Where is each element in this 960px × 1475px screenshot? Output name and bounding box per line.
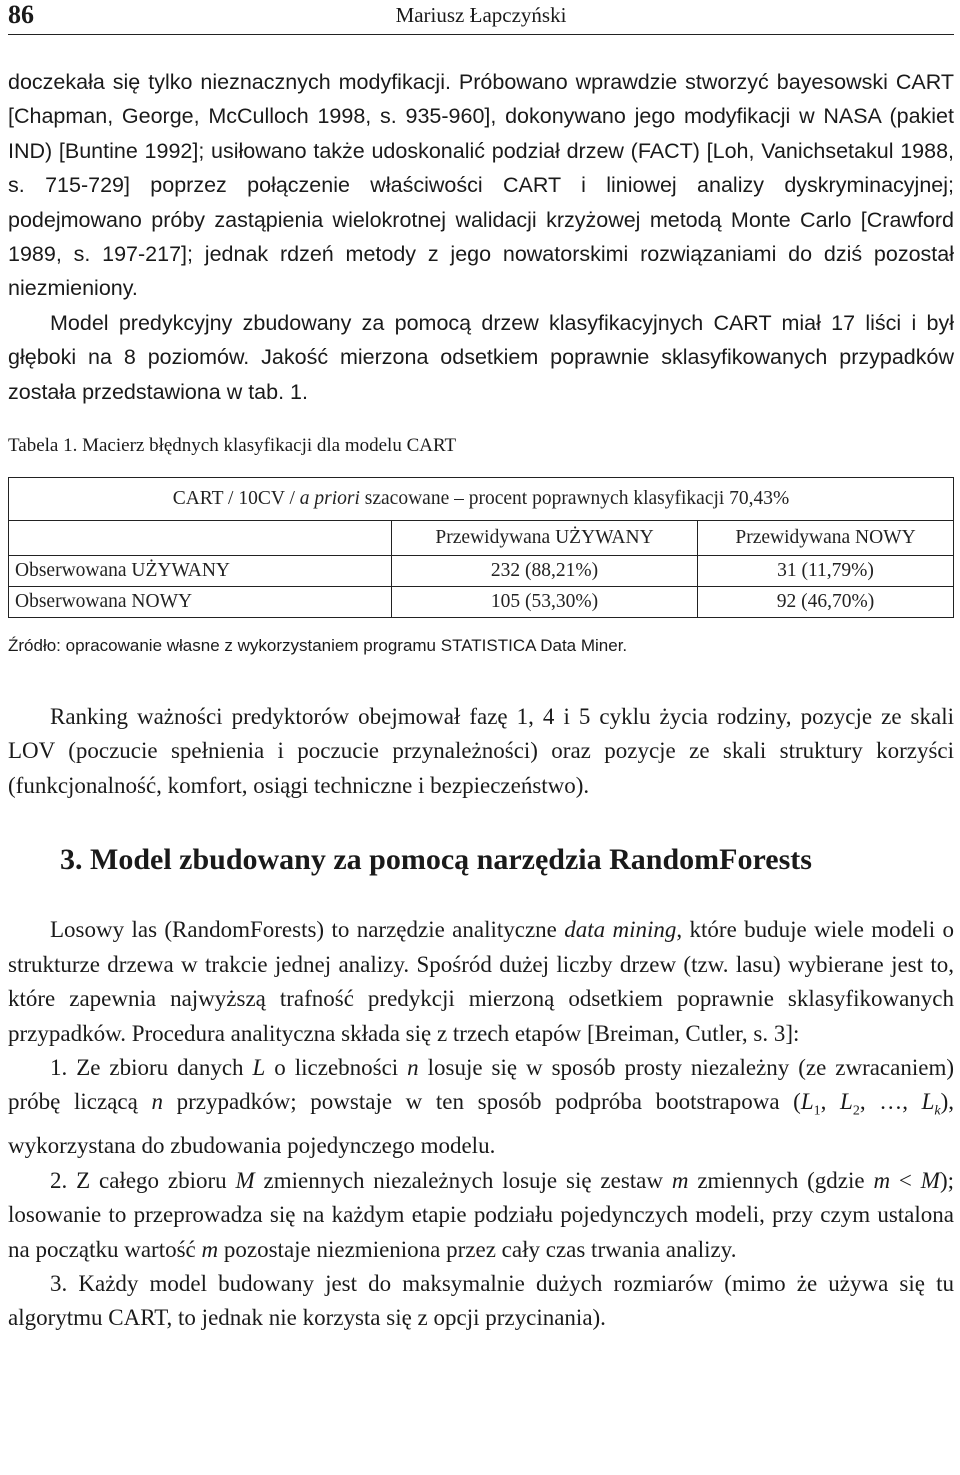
running-head-author: Mariusz Łapczyński — [395, 3, 567, 27]
column-header-new: Przewidywana NOWY — [698, 521, 954, 556]
list-item-step-2: 2. Z całego zbioru M zmiennych niezależnych losuje się zestaw m zmiennych (gdzie m < M); losowanie to przeprowadza się na każdym etapie podziału pojedynczych modeli, przy czym ustalona na początku wartość m pozostaje niezmieniona przez cały czas trwania analizy. — [8, 1167, 954, 1262]
table-source-note: Źródło: opracowanie własne z wykorzystaniem programu STATISTICA Data Miner. — [8, 636, 628, 656]
page-header — [8, 0, 954, 35]
paragraph-cart-modifications: doczekała się tylko nieznacznych modyfikacji. Próbowano wprawdzie stworzyć bayesowski CART [Chapman, George, McCulloch 1998, s. 935-960], dokonywano jego modyfikacji w NASA (pakiet IND) [Buntine 1992]; usiłowano także udoskonalić podział drzew (FACT) [Loh, Vanichsetakul 1988, s. 715-729] poprzez połączenie właściwości CART i liniowej analizy dyskryminacyjnej; podejmowano próby zastąpienia wielokrotnej walidacji krzyżowej metodą Monte Carlo [Crawford 1989, s. 197-217]; jednak rdzeń metody z jego nowatorskimi rozwiązaniami do dziś pozostał niezmieniony. — [8, 70, 954, 301]
table-cell: 92 (46,70%) — [698, 587, 954, 618]
paragraph-predictor-ranking: Ranking ważności predyktorów obejmował fazę 1, 4 i 5 cyklu życia rodziny, pozycje ze skali LOV (poczucie spełnienia i poczucie przynależności) oraz pozycje ze skali struktury korzyści (funkcjonalność, komfort, osiągi techniczne i bezpieczeństwo). — [8, 704, 954, 798]
table-empty-cell — [9, 521, 392, 556]
table-header-cell: CART / 10CV / a priori szacowane – procent poprawnych klasyfikacji 70,43% — [9, 478, 954, 521]
table-cell: 31 (11,79%) — [698, 556, 954, 587]
row-label: Obserwowana UŻYWANY — [9, 556, 392, 587]
paragraph-cart-model: Model predykcyjny zbudowany za pomocą drzew klasyfikacyjnych CART miał 17 liści i był głęboki na 8 poziomów. Jakość mierzona odsetkiem poprawnie sklasyfikowanych przypadków została przedstawiona w tab. 1. — [8, 310, 954, 404]
table-caption: Tabela 1. Macierz błędnych klasyfikacji dla modelu CART — [8, 435, 457, 457]
page-number: 86 — [8, 0, 34, 29]
confusion-matrix-table — [8, 477, 954, 618]
table-row — [9, 556, 954, 587]
list-item-step-1: 1. Ze zbioru danych L o liczebności n losuje się w sposób prosty niezależny (ze zwracaniem) próbę liczącą n przypadków; powstaje w ten sposób podpróba bootstrapowa ($L_1$, $L_2$, …, $L_k$), wykorzystana do zbudowania pojedynczego modelu. — [8, 1054, 954, 1159]
table-cell: 105 (53,30%) — [392, 587, 698, 618]
table-cell: 232 (88,21%) — [392, 556, 698, 587]
table-header-row — [9, 478, 954, 521]
column-header-used: Przewidywana UŻYWANY — [392, 521, 698, 556]
list-item-step-3: 3. Każdy model budowany jest do maksymalnie dużych rozmiarów (mimo że używa się tu algorytmu CART, to jednak nie korzysta się z opcji przycinania). — [8, 1270, 954, 1331]
section-title: 3. Model zbudowany za pomocą narzędzia RandomForests — [60, 843, 812, 877]
page — [8, 0, 954, 1336]
table-column-row — [9, 521, 954, 556]
paragraph-randomforests-intro: Losowy las (RandomForests) to narzędzie analityczne data mining, które buduje wiele modeli o strukturze drzewa w trakcie jednej analizy. Spośród dużej liczby drzew (tzw. lasu) wybierane jest to, które zapewnia najwyższą trafność predykcji mierzoną odsetkiem poprawnie sklasyfikowanych przypadków. Procedura analityczna składa się z trzech etapów [Breiman, Cutler, s. 3]: — [8, 917, 955, 1046]
row-label: Obserwowana NOWY — [9, 587, 392, 618]
table-row — [9, 587, 954, 618]
